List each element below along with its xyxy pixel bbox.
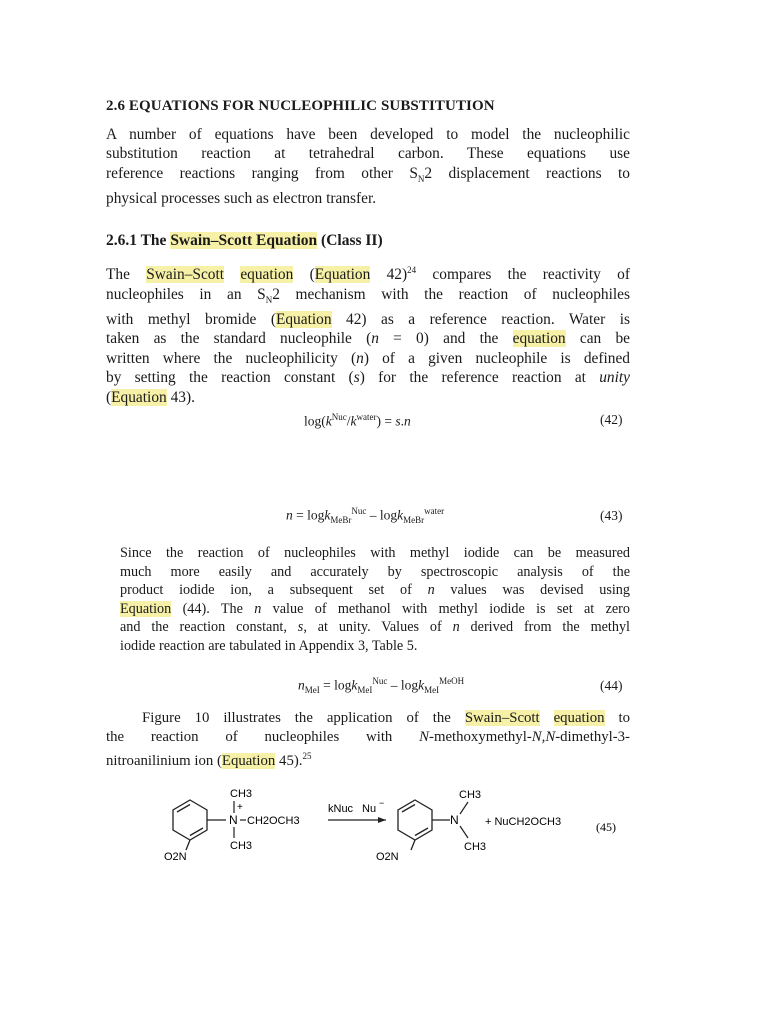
nitrogen-label: N (229, 813, 238, 827)
nitrogen-label: N (450, 813, 459, 827)
figure-10-paragraph (106, 709, 630, 772)
byproduct-label: + NuCH2OCH3 (485, 816, 562, 828)
bond-line (460, 802, 468, 814)
text-line: the reaction of nucleophiles with N-methoxymethyl-N,N-dimethyl-3- (106, 729, 630, 746)
reactant-benzene-ring (173, 800, 207, 840)
text-line: written where the nucleophilicity (n) of a given nucleophile is defined (106, 349, 630, 367)
text-line: Since the reaction of nucleophiles with methyl iodide can be measured (120, 545, 630, 561)
text-line: A number of equations have been developed to model the nucleophilic (106, 126, 630, 143)
highlighted-term: Equation (275, 311, 332, 329)
highlighted-term: Swain–Scott (146, 266, 225, 284)
arrow-head (378, 817, 386, 823)
bond-line (411, 840, 415, 850)
text-line: much more easily and accurately by spectroscopic analysis of the (120, 563, 630, 580)
citation-ref: 25 (302, 751, 312, 762)
ch3-label: CH3 (230, 788, 253, 800)
equation-number: (43) (600, 508, 623, 523)
text-line: The Swain–Scott equation (Equation 42)$^{24}$ compares the reactivity of (106, 265, 630, 284)
highlighted-term: equation (240, 266, 294, 284)
text-line: iodide reaction are tabulated in Appendix 3, Table 5. (120, 637, 418, 654)
rate-constant-label: kNuc (328, 803, 354, 815)
ch2och3-label: CH2OCH3 (247, 815, 300, 827)
text-line: substitution reaction at tetrahedral carbon. These equations use (106, 145, 630, 163)
text-line: product iodide ion, a subsequent set of n values was devised using (120, 582, 630, 599)
text-line: nitroanilinium ion (Equation 45).$^{25}$ (106, 751, 312, 770)
text-line: reference reactions ranging from other $S_N2$ displacement reactions to (106, 164, 630, 184)
highlighted-term: Swain–Scott (464, 710, 540, 726)
highlighted-term: Equation (111, 388, 167, 406)
equation-44: $n_{MeI} = \log k_{MeI}^{Nuc} - \log k_{MeI}^{MeOH}$ (298, 676, 465, 696)
text-line: by setting the reaction constant (s) for the reference reaction at unity (106, 369, 630, 387)
ch3-label: CH3 (459, 789, 482, 801)
bond-line (460, 826, 468, 838)
product-benzene-ring (398, 800, 432, 840)
text-line: nucleophiles in an $S_N2$ mechanism with the reaction of nucleophiles (106, 285, 630, 305)
section-heading: 2.6 EQUATIONS FOR NUCLEOPHILIC SUBSTITUTION (106, 98, 495, 114)
equation-number: (44) (600, 678, 623, 693)
equation-number: (45) (596, 820, 616, 834)
o2n-label: O2N (376, 851, 399, 863)
swain-scott-paragraph (106, 261, 630, 407)
highlighted-term: Equation (120, 600, 172, 617)
nucleophile-label: Nu (362, 803, 377, 815)
equation-42: $\log(k^{Nuc}/k^{water}) = s.n$ (304, 412, 411, 429)
text-line: taken as the standard nucleophile (n = 0) and the equation can be (106, 330, 630, 348)
equation-43: n = logk$_{MeBr}^{Nuc}$ – logk$_{MeBr}^{water}$ (286, 506, 445, 526)
highlighted-term: equation (512, 330, 566, 348)
reaction-scheme-45 (150, 782, 640, 882)
ch3-label: CH3 (230, 840, 253, 852)
equation-number: (42) (600, 412, 623, 427)
citation-ref: 24 (407, 265, 417, 275)
text-line: Figure 10 illustrates the application of the Swain–Scott equation to (142, 710, 631, 726)
o2n-label: O2N (164, 851, 187, 863)
bond-line (186, 840, 190, 850)
ch3-label: CH3 (464, 841, 487, 853)
text-line: with methyl bromide (Equation 42) as a reference reaction. Water is (106, 311, 630, 329)
minus-charge: − (379, 798, 385, 808)
methyl-iodide-paragraph (120, 544, 630, 656)
plus-charge: + (237, 802, 243, 813)
highlighted-term: Swain–Scott Equation (170, 232, 318, 249)
text-line: (Equation 43). (106, 388, 195, 406)
text-line: and the reaction constant, s, at unity. Values of n derived from the methyl (120, 619, 630, 636)
subsection-heading: 2.6.1 The Swain–Scott Equation (Class II) (106, 232, 383, 249)
text-line: physical processes such as electron transfer. (106, 190, 377, 208)
highlighted-term: Equation (221, 753, 276, 770)
highlighted-term: Equation (314, 266, 371, 284)
highlighted-term: equation (553, 710, 605, 726)
intro-paragraph (106, 125, 630, 209)
text-line: Equation (44). The n value of methanol with methyl iodide is set at zero (120, 600, 630, 617)
